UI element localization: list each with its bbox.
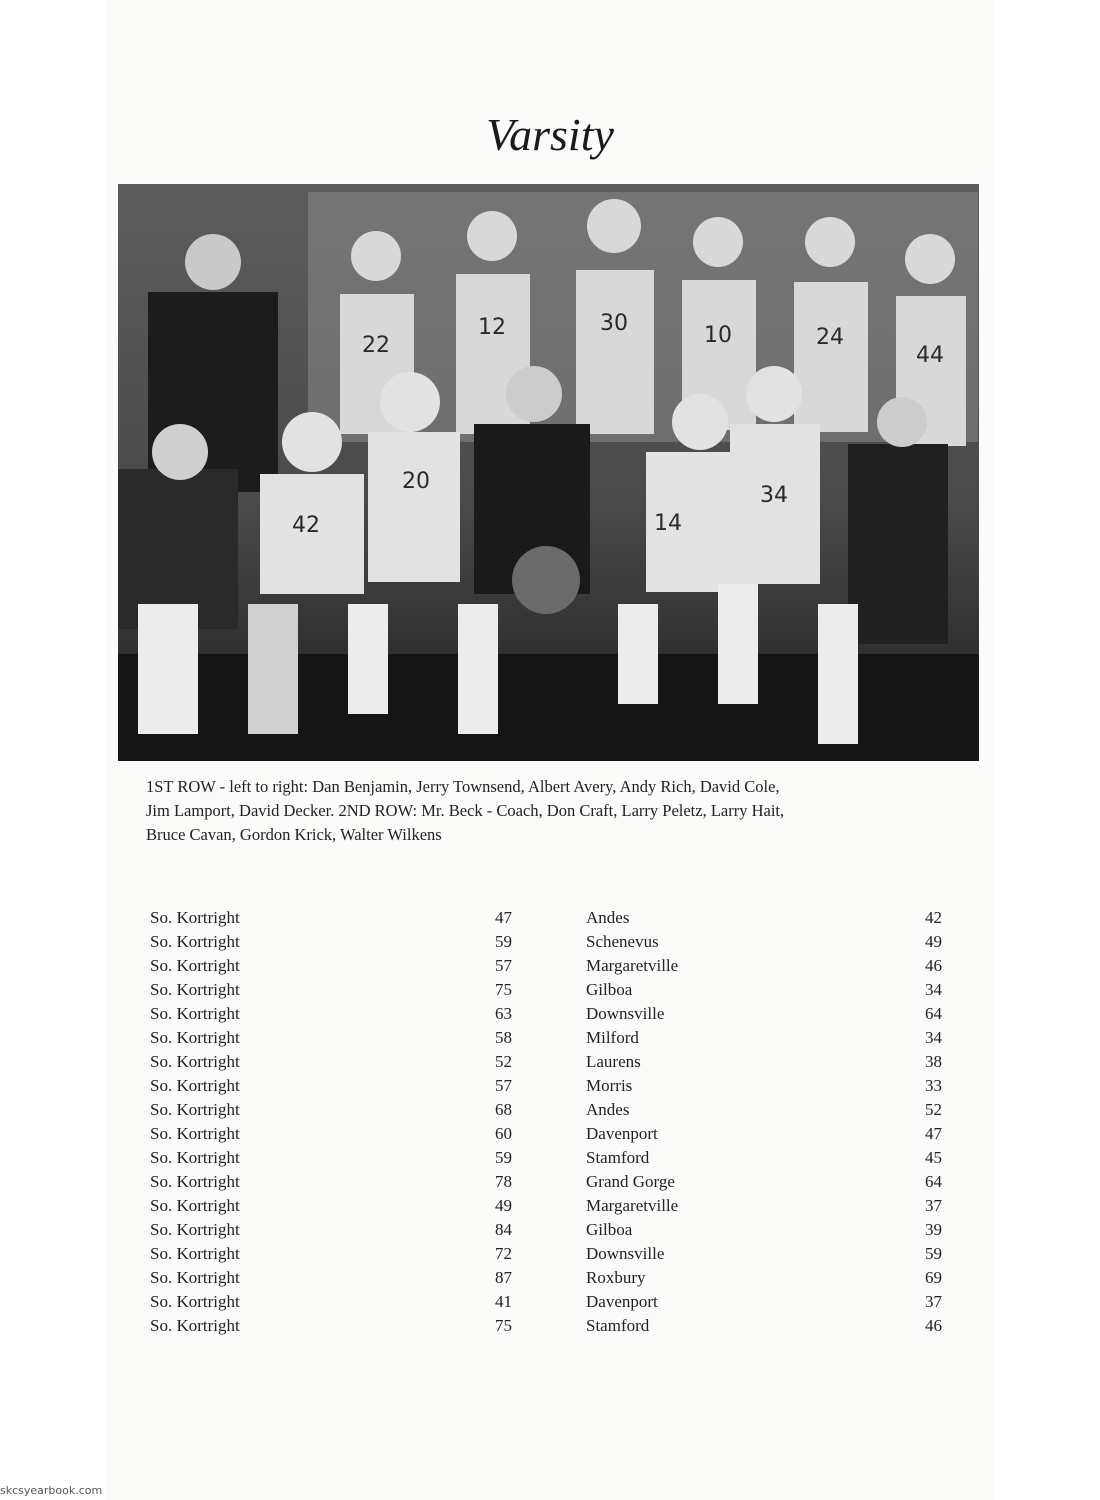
game-results-table [150, 908, 950, 1340]
home-team: So. Kortright [150, 908, 240, 927]
opponent-team: Andes [586, 1100, 630, 1119]
opponent-team: Davenport [586, 1292, 658, 1311]
opponent-team: Margaretville [586, 1196, 679, 1215]
game-row [150, 1316, 950, 1340]
home-team: So. Kortright [150, 1172, 240, 1191]
home-score: 84 [495, 1220, 512, 1239]
game-row [150, 1100, 950, 1124]
opponent-team: Andes [586, 908, 630, 927]
home-team: So. Kortright [150, 956, 240, 975]
opponent-score: 52 [925, 1100, 942, 1119]
opponent-score: 34 [925, 1028, 942, 1047]
jersey-number: 12 [478, 315, 506, 340]
home-team: So. Kortright [150, 1052, 240, 1071]
opponent-score: 69 [925, 1268, 942, 1287]
home-team: So. Kortright [150, 1028, 240, 1047]
home-score: 75 [495, 980, 512, 999]
opponent-team: Milford [586, 1028, 639, 1047]
opponent-team: Gilboa [586, 1220, 633, 1239]
opponent-score: 64 [925, 1172, 942, 1191]
game-row [150, 956, 950, 980]
team-photo [118, 184, 979, 761]
home-team: So. Kortright [150, 1316, 240, 1335]
home-score: 60 [495, 1124, 512, 1143]
home-score: 47 [495, 908, 512, 927]
home-score: 57 [495, 956, 512, 975]
home-score: 75 [495, 1316, 512, 1335]
opponent-score: 34 [925, 980, 942, 999]
opponent-score: 47 [925, 1124, 942, 1143]
game-row [150, 1172, 950, 1196]
game-row [150, 1292, 950, 1316]
home-score: 87 [495, 1268, 512, 1287]
home-team: So. Kortright [150, 1268, 240, 1287]
opponent-score: 46 [925, 956, 942, 975]
home-score: 52 [495, 1052, 512, 1071]
jersey-number: 22 [362, 333, 390, 358]
home-score: 59 [495, 1148, 512, 1167]
caption-line: Jim Lamport, David Decker. 2ND ROW: Mr. Beck - Coach, Don Craft, Larry Peletz, Larry Hait, [146, 801, 785, 820]
opponent-team: Margaretville [586, 956, 679, 975]
jersey-number: 30 [600, 311, 628, 336]
opponent-team: Stamford [586, 1148, 650, 1167]
opponent-score: 38 [925, 1052, 942, 1071]
game-row [150, 1004, 950, 1028]
photo-caption [146, 775, 976, 847]
game-row [150, 1220, 950, 1244]
jersey-number: 42 [292, 513, 320, 538]
opponent-score: 37 [925, 1196, 942, 1215]
home-score: 41 [495, 1292, 512, 1311]
opponent-team: Downsville [586, 1244, 665, 1263]
page-title: Varsity [486, 109, 614, 160]
caption-line: 1ST ROW - left to right: Dan Benjamin, Jerry Townsend, Albert Avery, Andy Rich, David Cole, [146, 777, 780, 796]
opponent-score: 37 [925, 1292, 942, 1311]
opponent-team: Davenport [586, 1124, 658, 1143]
opponent-team: Stamford [586, 1316, 650, 1335]
game-row [150, 1124, 950, 1148]
home-team: So. Kortright [150, 932, 240, 951]
opponent-score: 59 [925, 1244, 942, 1263]
caption-line: Bruce Cavan, Gordon Krick, Walter Wilkens [146, 825, 442, 844]
home-score: 68 [495, 1100, 512, 1119]
opponent-team: Laurens [586, 1052, 641, 1071]
opponent-score: 64 [925, 1004, 942, 1023]
home-score: 72 [495, 1244, 512, 1263]
home-team: So. Kortright [150, 1292, 240, 1311]
game-row [150, 908, 950, 932]
opponent-score: 33 [925, 1076, 942, 1095]
opponent-score: 46 [925, 1316, 942, 1335]
opponent-team: Schenevus [586, 932, 659, 951]
home-team: So. Kortright [150, 1076, 240, 1095]
opponent-score: 45 [925, 1148, 942, 1167]
home-score: 58 [495, 1028, 512, 1047]
opponent-team: Downsville [586, 1004, 665, 1023]
opponent-score: 42 [925, 908, 942, 927]
jersey-number: 44 [916, 343, 944, 368]
home-team: So. Kortright [150, 1220, 240, 1239]
game-row [150, 1244, 950, 1268]
home-score: 57 [495, 1076, 512, 1095]
game-row [150, 1148, 950, 1172]
jersey-number: 24 [816, 325, 844, 350]
jersey-number: 10 [704, 323, 732, 348]
jersey-number: 14 [654, 511, 682, 536]
opponent-team: Gilboa [586, 980, 633, 999]
opponent-score: 39 [925, 1220, 942, 1239]
opponent-team: Roxbury [586, 1268, 646, 1287]
game-row [150, 1268, 950, 1292]
home-score: 49 [495, 1196, 512, 1215]
home-team: So. Kortright [150, 1004, 240, 1023]
home-team: So. Kortright [150, 1124, 240, 1143]
game-row [150, 1196, 950, 1220]
opponent-score: 49 [925, 932, 942, 951]
jersey-number: 34 [760, 483, 788, 508]
game-row [150, 932, 950, 956]
home-score: 78 [495, 1172, 512, 1191]
home-score: 59 [495, 932, 512, 951]
home-team: So. Kortright [150, 1196, 240, 1215]
opponent-team: Morris [586, 1076, 633, 1095]
home-team: So. Kortright [150, 1244, 240, 1263]
game-row [150, 1028, 950, 1052]
opponent-team: Grand Gorge [586, 1172, 675, 1191]
watermark: skcsyearbook.com [0, 1484, 103, 1497]
home-score: 63 [495, 1004, 512, 1023]
home-team: So. Kortright [150, 1100, 240, 1119]
jersey-number: 20 [402, 469, 430, 494]
home-team: So. Kortright [150, 1148, 240, 1167]
game-row [150, 1052, 950, 1076]
game-row [150, 980, 950, 1004]
home-team: So. Kortright [150, 980, 240, 999]
game-row [150, 1076, 950, 1100]
